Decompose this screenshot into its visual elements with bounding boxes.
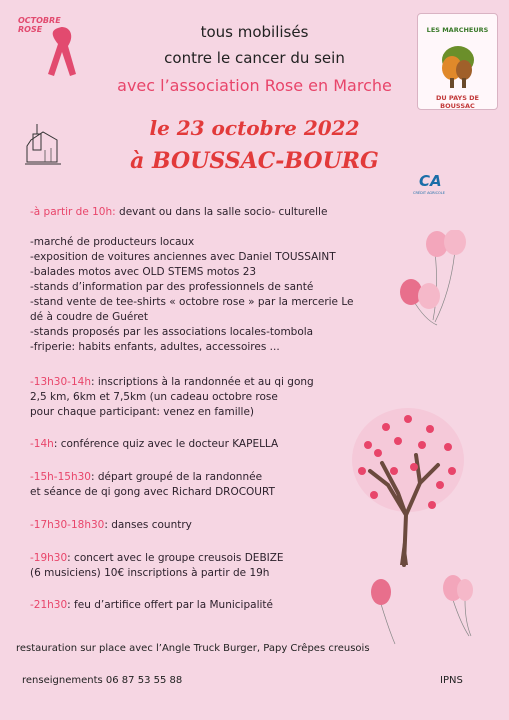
slot-text: : départ groupé de la randonnée <box>90 471 263 483</box>
slot-text: et séance de qi gong avec Richard DROCOURT <box>30 486 275 498</box>
list-item: -stands d’information par des professionnels de santé <box>30 281 314 293</box>
slot-time: -15h-15h30 <box>30 471 91 483</box>
ipns-text: IPNS <box>440 675 463 686</box>
list-item: -balades motos avec OLD STEMS motos 23 <box>30 266 257 278</box>
activities-list <box>30 235 353 355</box>
octobre-rose-logo-text: OCTOBRE ROSE <box>18 16 61 34</box>
header-line-1: tous mobilisés <box>200 23 309 41</box>
slot-13h30 <box>30 375 314 420</box>
slot-19h30 <box>30 551 284 581</box>
header-line-2: contre le cancer du sein <box>164 49 345 67</box>
contact-phone: renseignements 06 87 53 55 88 <box>22 675 183 686</box>
restauration-text: restauration sur place avec l’Angle Truck Burger, Papy Crêpes creusois <box>16 643 370 654</box>
list-item: dé à coudre de Guéret <box>30 311 149 323</box>
start-text: devant ou dans la salle socio- culturelle <box>115 206 328 218</box>
marcheurs-logo-top-text: LES MARCHEURS <box>426 26 489 34</box>
start-time: -à partir de 10h: <box>30 206 116 218</box>
slot-text: : inscriptions à la randonnée et au qi gong <box>90 376 314 388</box>
list-item: -friperie: habits enfants, adultes, accessoires ... <box>30 341 280 353</box>
list-item: -marché de producteurs locaux <box>30 236 195 248</box>
balloons-icon <box>395 230 475 350</box>
slot-14h <box>30 437 278 452</box>
marcheurs-logo-bottom-text: DU PAYS DE BOUSSAC <box>436 94 479 110</box>
ribbon-tree-icon <box>348 405 468 570</box>
slot-text: (6 musiciens) 10€ inscriptions à partir de 19h <box>30 567 270 579</box>
slot-text: : feu d’artifice offert par la Municipalité <box>67 599 273 611</box>
slot-text: 2,5 km, 6km et 7,5km (un cadeau octobre rose <box>30 391 278 403</box>
credit-agricole-logo-text: CA <box>419 172 442 190</box>
octobre-rose-logo <box>18 10 80 80</box>
credit-agricole-logo <box>413 172 453 200</box>
program-start <box>30 205 327 220</box>
slot-time: -14h <box>30 438 54 450</box>
slot-text: : conférence quiz avec le docteur KAPELLA <box>53 438 279 450</box>
balloons-icon <box>365 570 475 650</box>
header-line-3: avec l’association Rose en Marche <box>117 76 392 95</box>
list-item: -stands proposés par les associations locales-tombola <box>30 326 314 338</box>
list-item: -stand vente de tee-shirts « octobre rose » par la mercerie Le <box>30 296 354 308</box>
credit-agricole-logo-subtext: CRÉDIT AGRICOLE <box>413 191 445 195</box>
walkers-icon <box>432 38 484 90</box>
slot-text: pour chaque participant: venez en famille) <box>30 406 255 418</box>
slot-17h30 <box>30 518 192 533</box>
event-place: à BOUSSAC-BOURG <box>130 148 379 174</box>
slot-time: -17h30-18h30 <box>30 519 105 531</box>
slot-21h30 <box>30 598 273 613</box>
slot-time: -19h30 <box>30 552 68 564</box>
church-sketch-icon <box>23 122 63 168</box>
slot-text: : danses country <box>104 519 192 531</box>
slot-text: : concert avec le groupe creusois DEBIZE <box>67 552 284 564</box>
event-date: le 23 octobre 2022 <box>149 116 360 140</box>
slot-15h <box>30 470 275 500</box>
slot-time: -21h30 <box>30 599 68 611</box>
slot-time: -13h30-14h <box>30 376 91 388</box>
list-item: -exposition de voitures anciennes avec Daniel TOUSSAINT <box>30 251 336 263</box>
marcheurs-logo <box>417 13 498 110</box>
